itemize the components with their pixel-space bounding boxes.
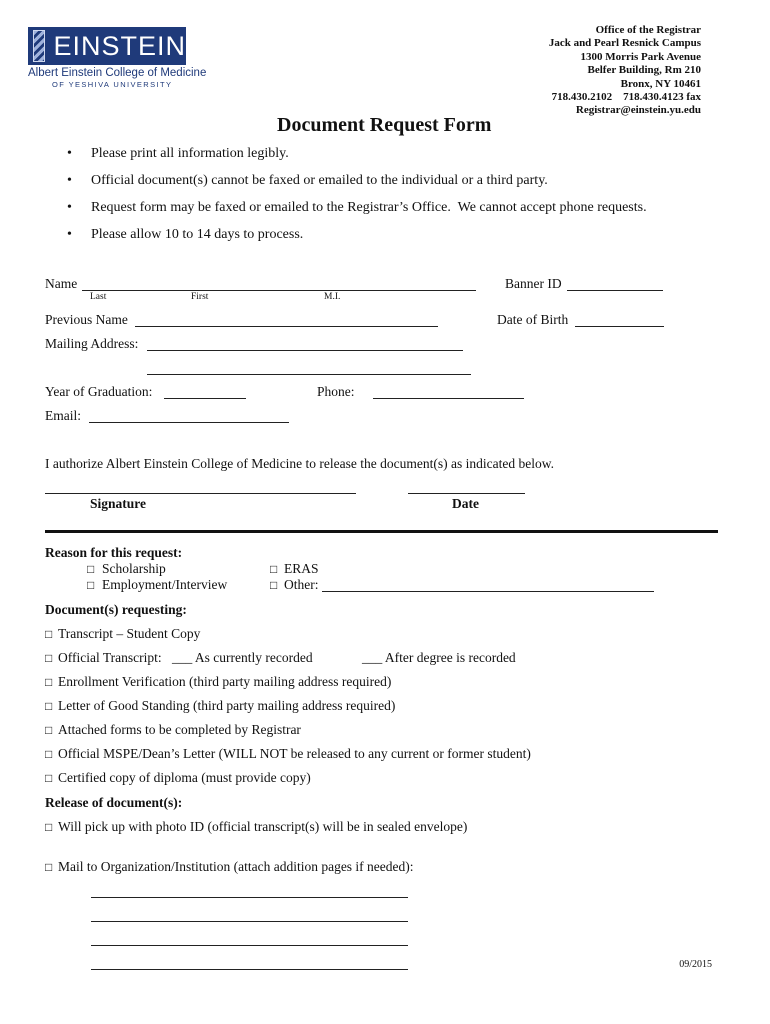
- mail-address-field-3[interactable]: [91, 945, 408, 946]
- date-label: Date: [452, 496, 479, 511]
- banner-id-field[interactable]: [567, 290, 663, 291]
- bullet-icon: •: [67, 200, 72, 215]
- year-of-graduation-field[interactable]: [164, 398, 246, 399]
- checkbox-icon[interactable]: □: [45, 723, 53, 737]
- as-currently-recorded-option[interactable]: ___ As currently recorded: [172, 650, 313, 665]
- doc-diploma-label: Certified copy of diploma (must provide copy): [58, 770, 311, 785]
- address-campus: Jack and Pearl Resnick Campus: [548, 37, 701, 50]
- checkbox-icon[interactable]: □: [45, 675, 53, 689]
- checkbox-icon[interactable]: □: [45, 627, 53, 641]
- reason-scholarship-label: Scholarship: [102, 561, 166, 576]
- reason-eras-label: ERAS: [284, 561, 319, 576]
- bullet-icon: •: [67, 173, 72, 188]
- checkbox-icon[interactable]: □: [45, 820, 53, 834]
- checkbox-icon[interactable]: □: [87, 562, 95, 576]
- date-of-birth-field[interactable]: [575, 326, 664, 327]
- doc-attached-forms-label: Attached forms to be completed by Registrar: [58, 722, 301, 737]
- phone-label: Phone:: [317, 384, 355, 399]
- documents-heading: Document(s) requesting:: [45, 602, 187, 617]
- name-label: Name: [45, 276, 78, 291]
- instruction-item: Please allow 10 to 14 days to process.: [91, 227, 304, 242]
- email-field[interactable]: [89, 422, 289, 423]
- address-office: Office of the Registrar: [595, 24, 701, 36]
- checkbox-icon[interactable]: □: [270, 562, 278, 576]
- doc-official-transcript-label: Official Transcript:: [58, 650, 162, 665]
- checkbox-icon[interactable]: □: [45, 747, 53, 761]
- bullet-icon: •: [67, 227, 72, 242]
- first-name-caption: First: [191, 292, 209, 302]
- release-heading: Release of document(s):: [45, 795, 183, 810]
- address-city: Bronx, NY 10461: [620, 77, 701, 90]
- email-label: Email:: [45, 408, 81, 423]
- mail-address-field-4[interactable]: [91, 969, 408, 970]
- previous-name-label: Previous Name: [45, 312, 128, 327]
- mail-address-field-2[interactable]: [91, 921, 408, 922]
- instruction-item: Request form may be faxed or emailed to the Registrar’s Office. We cannot accept phone requests.: [91, 200, 647, 215]
- doc-enrollment-label: Enrollment Verification (third party mailing address required): [58, 674, 392, 689]
- reason-other-field[interactable]: [322, 591, 654, 592]
- authorization-statement: I authorize Albert Einstein College of Medicine to release the document(s) as indicated below.: [45, 456, 554, 471]
- reason-employment-label: Employment/Interview: [102, 577, 228, 592]
- page-title: Document Request Form: [277, 114, 492, 136]
- last-name-caption: Last: [90, 292, 107, 302]
- address-building: Belfer Building, Rm 210: [587, 64, 701, 77]
- year-of-graduation-label: Year of Graduation:: [45, 384, 153, 399]
- reason-other-label: Other:: [284, 577, 319, 592]
- checkbox-icon[interactable]: □: [87, 578, 95, 592]
- checkbox-icon[interactable]: □: [45, 771, 53, 785]
- address-phone-fax: 718.430.2102 718.430.4123 fax: [551, 91, 701, 104]
- einstein-logo: [28, 27, 186, 65]
- instruction-item: Official document(s) cannot be faxed or emailed to the individual or a third party.: [91, 173, 548, 188]
- name-field[interactable]: [82, 290, 476, 291]
- mail-address-field-1[interactable]: [91, 897, 408, 898]
- address-email[interactable]: Registrar@einstein.yu.edu: [575, 104, 701, 117]
- logo-university-name: OF YESHIVA UNIVERSITY: [52, 80, 173, 89]
- registrar-address: [549, 24, 701, 118]
- signature-label: Signature: [90, 496, 147, 511]
- release-mail-label: Mail to Organization/Institution (attach addition pages if needed):: [58, 859, 414, 874]
- checkbox-icon[interactable]: □: [45, 699, 53, 713]
- phone-field[interactable]: [373, 398, 524, 399]
- middle-initial-caption: M.I.: [324, 292, 341, 302]
- logo-college-name: Albert Einstein College of Medicine: [28, 67, 207, 79]
- address-street: 1300 Morris Park Avenue: [580, 50, 701, 63]
- instruction-item: Please print all information legibly.: [91, 146, 289, 161]
- signature-field[interactable]: [45, 493, 356, 494]
- checkbox-icon[interactable]: □: [45, 860, 53, 874]
- banner-id-label: Banner ID: [505, 276, 562, 291]
- mailing-address-field-2[interactable]: [147, 374, 471, 375]
- bullet-icon: •: [67, 146, 72, 161]
- doc-mspe-label: Official MSPE/Dean’s Letter (WILL NOT be released to any current or former student): [58, 746, 531, 761]
- checkbox-icon[interactable]: □: [45, 651, 53, 665]
- doc-good-standing-label: Letter of Good Standing (third party mailing address required): [58, 698, 396, 713]
- date-field[interactable]: [408, 493, 525, 494]
- previous-name-field[interactable]: [135, 326, 438, 327]
- mailing-address-label: Mailing Address:: [45, 336, 139, 351]
- release-pickup-label: Will pick up with photo ID (official transcript(s) will be in sealed envelope): [58, 819, 468, 834]
- reason-heading: Reason for this request:: [45, 545, 183, 560]
- section-divider: [45, 530, 718, 533]
- doc-transcript-student-label: Transcript – Student Copy: [58, 626, 201, 641]
- logo-emblem-icon: [33, 30, 45, 62]
- form-revision-date: 09/2015: [679, 959, 712, 970]
- checkbox-icon[interactable]: □: [270, 578, 278, 592]
- after-degree-option[interactable]: ___ After degree is recorded: [362, 650, 516, 665]
- mailing-address-field-1[interactable]: [147, 350, 463, 351]
- date-of-birth-label: Date of Birth: [497, 312, 569, 327]
- logo-wordmark: EINSTEIN: [53, 30, 186, 61]
